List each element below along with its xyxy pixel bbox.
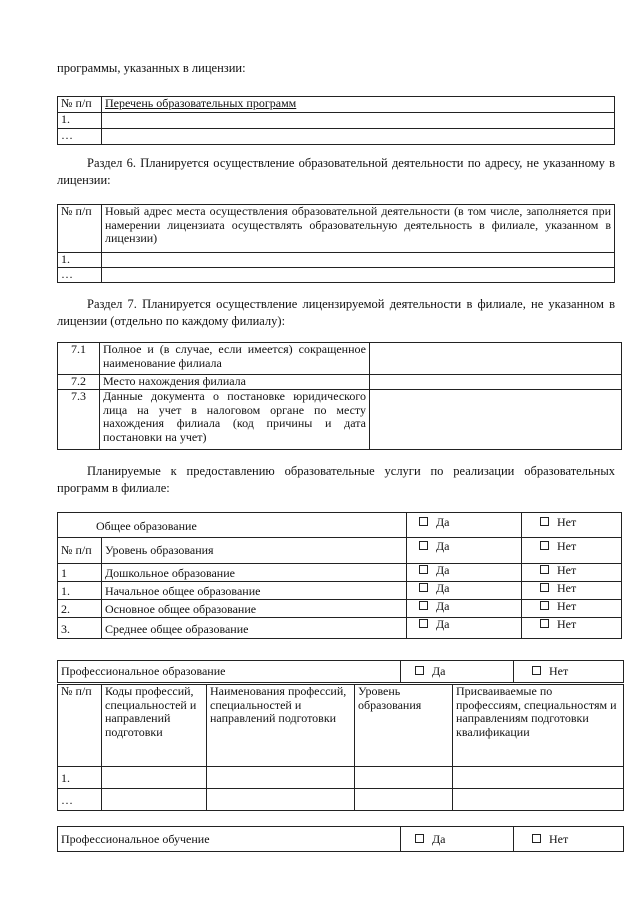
table-cell-empty[interactable] [102,253,615,268]
section-7-text: Раздел 7. Планируется осуществление лицензируемой деятельности в филиале, не указанном в лицензии (отдельно по каждому филиалу): [57,297,615,328]
level-no-option[interactable]: Нет [522,538,622,564]
branch-row-label: Полное и (в случае, если имеется) сокращенное наименование филиала [100,343,370,375]
branch-row-number: 7.3 [58,390,100,450]
general-yes-option[interactable]: Да [407,513,522,538]
table-cell-empty[interactable] [453,767,624,789]
services-text: Планируемые к предоставлению образовательные услуги по реализации образовательных программ в филиале: [57,464,615,495]
table-row-number: 1 [58,564,102,582]
education-level-label: Основное общее образование [102,600,407,618]
col-number-header: № п/п [58,205,102,253]
col-level-header: Уровень образования [355,685,453,767]
training-no-option[interactable]: Нет [514,827,624,852]
professional-no-option[interactable]: Нет [514,661,624,683]
section-6-text: Раздел 6. Планируется осуществление образовательной деятельности по адресу, не указанному в лицензии: [57,156,615,187]
checkbox-icon[interactable] [415,834,424,843]
general-education-title: Общее образование [58,513,407,538]
checkbox-icon[interactable] [419,601,428,610]
row-no-option[interactable]: Нет [522,564,622,582]
table-cell-empty[interactable] [207,767,355,789]
branch-row-label: Место нахождения филиала [100,375,370,390]
professional-training-table [57,826,624,852]
general-education-table [57,512,622,639]
row-yes-option[interactable]: Да [407,618,522,639]
table-row-number: 1. [58,582,102,600]
checkbox-icon[interactable] [532,666,541,675]
checkbox-icon[interactable] [540,583,549,592]
checkbox-icon[interactable] [540,517,549,526]
programs-table [57,96,615,145]
checkbox-icon[interactable] [419,619,428,628]
col-address-header: Новый адрес места осуществления образовательной деятельности (в том числе, заполняется при намерении лицензиата осуществлять образовательную деятельность в филиале, указанном в лицензии) [102,205,615,253]
level-yes-option[interactable]: Да [407,538,522,564]
branch-row-label: Данные документа о постановке юридического лица на учет в налоговом органе по месту нахождения филиала (код причины и дата постановки на учет) [100,390,370,450]
row-no-option[interactable]: Нет [522,618,622,639]
col-programs-header: Перечень образовательных программ [102,97,615,113]
col-level-header: Уровень образования [102,538,407,564]
table-cell-empty[interactable] [102,767,207,789]
table-cell-empty[interactable] [102,113,615,129]
checkbox-icon[interactable] [532,834,541,843]
table-row-number: … [58,129,102,145]
branch-row-number: 7.1 [58,343,100,375]
professional-yes-option[interactable]: Да [401,661,514,683]
checkbox-icon[interactable] [540,619,549,628]
general-no-option[interactable]: Нет [522,513,622,538]
checkbox-icon[interactable] [419,517,428,526]
professional-training-title: Профессиональное обучение [58,827,401,852]
checkbox-icon[interactable] [419,583,428,592]
checkbox-icon[interactable] [419,541,428,550]
address-table [57,204,615,283]
branch-row-value[interactable] [370,390,622,450]
training-yes-option[interactable]: Да [401,827,514,852]
checkbox-icon[interactable] [415,666,424,675]
col-number-header: № п/п [58,97,102,113]
row-yes-option[interactable]: Да [407,600,522,618]
checkbox-icon[interactable] [419,565,428,574]
branch-table [57,342,622,450]
professional-education-header [57,660,624,683]
checkbox-icon[interactable] [540,565,549,574]
professional-education-title: Профессиональное образование [58,661,401,683]
col-number-header: № п/п [58,538,102,564]
intro-line: программы, указанных в лицензии: [57,61,246,75]
table-cell-empty[interactable] [453,789,624,811]
education-level-label: Дошкольное образование [102,564,407,582]
education-level-label: Начальное общее образование [102,582,407,600]
table-cell-empty[interactable] [102,268,615,283]
table-cell-empty[interactable] [355,789,453,811]
table-row-number: 1. [58,113,102,129]
branch-row-value[interactable] [370,375,622,390]
professional-education-table [57,684,624,811]
col-number-header: № п/п [58,685,102,767]
branch-row-value[interactable] [370,343,622,375]
table-row-number: 3. [58,618,102,639]
table-row-number: … [58,789,102,811]
education-level-label: Среднее общее образование [102,618,407,639]
branch-row-number: 7.2 [58,375,100,390]
checkbox-icon[interactable] [540,601,549,610]
col-qualifications-header: Присваиваемые по профессиям, специальностям и направлениям подготовки квалификации [453,685,624,767]
row-yes-option[interactable]: Да [407,564,522,582]
table-cell-empty[interactable] [102,789,207,811]
row-no-option[interactable]: Нет [522,582,622,600]
row-yes-option[interactable]: Да [407,582,522,600]
col-names-header: Наименования профессий, специальностей и направлений подготовки [207,685,355,767]
table-row-number: 1. [58,767,102,789]
row-no-option[interactable]: Нет [522,600,622,618]
table-row-number: … [58,268,102,283]
table-cell-empty[interactable] [102,129,615,145]
checkbox-icon[interactable] [540,541,549,550]
table-row-number: 1. [58,253,102,268]
table-row-number: 2. [58,600,102,618]
table-cell-empty[interactable] [207,789,355,811]
col-codes-header: Коды профессий, специальностей и направлений подготовки [102,685,207,767]
table-cell-empty[interactable] [355,767,453,789]
